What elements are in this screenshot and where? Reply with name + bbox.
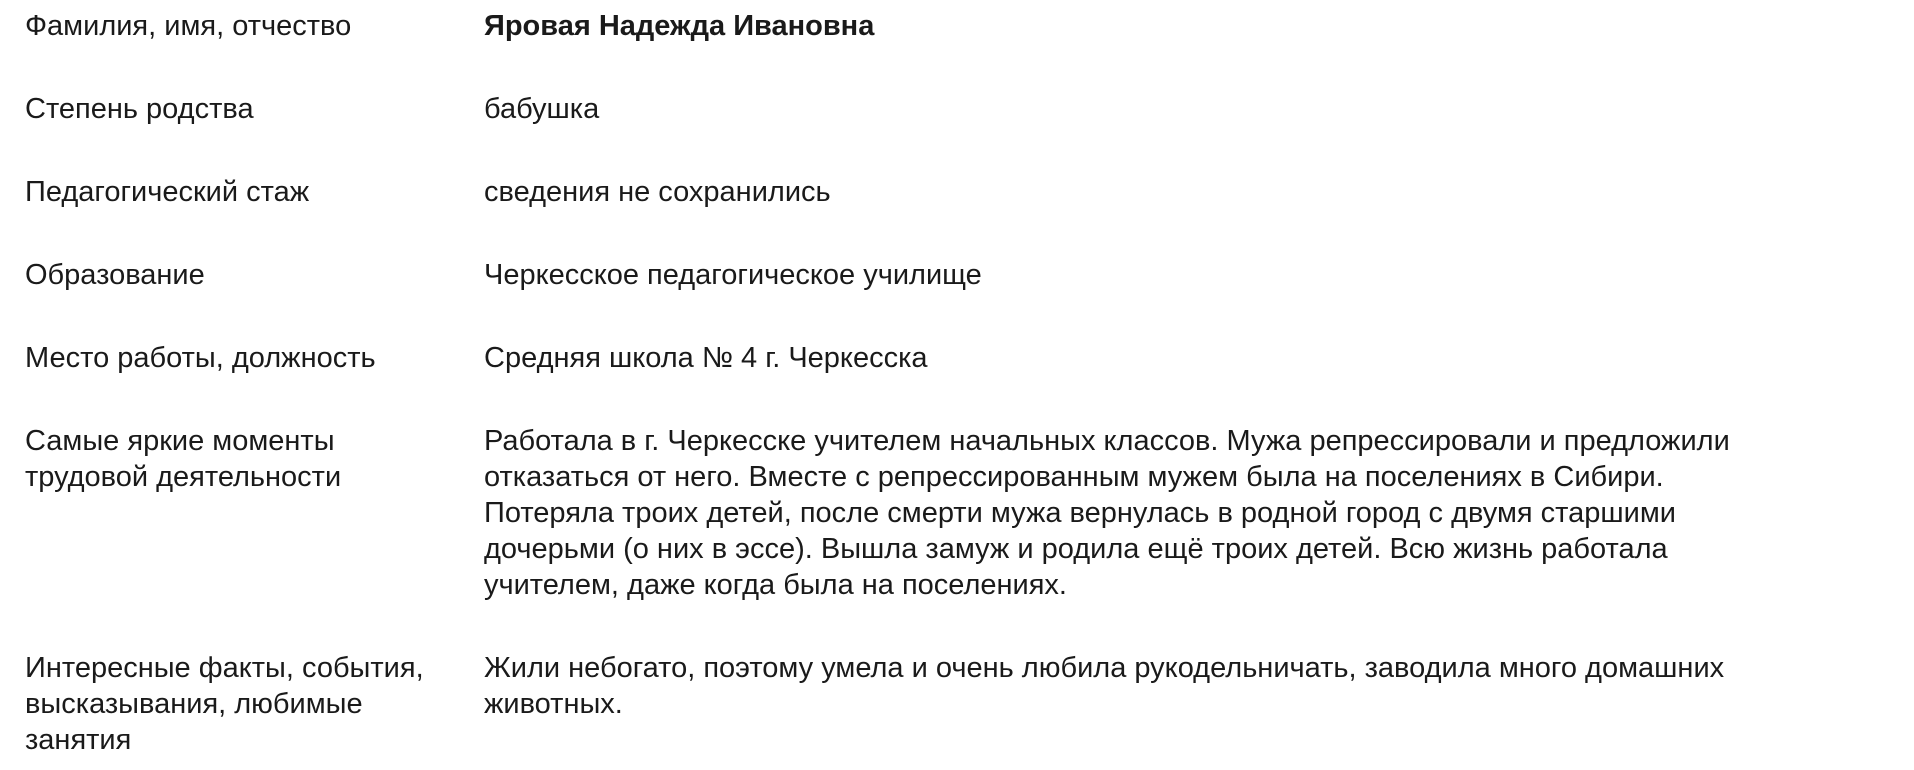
education-label: Образование <box>25 259 205 291</box>
education-value: Черкесское педагогическое училище <box>484 259 982 291</box>
career-highlights-line: Работала в г. Черкесске учителем начальных классов. Мужа репрессировали и предложили <box>484 425 1730 457</box>
workplace-label: Место работы, должность <box>25 342 376 374</box>
career-highlights-line: учителем, даже когда была на поселениях. <box>484 569 1067 601</box>
full-name-value: Яровая Надежда Ивановна <box>484 10 875 42</box>
career-highlights-label <box>0 423 484 495</box>
row-teaching-experience <box>0 174 1914 210</box>
interesting-facts-label <box>0 650 484 758</box>
career-highlights-line: дочерьми (о них в эссе). Вышла замуж и родила ещё троих детей. Всю жизнь работала <box>484 533 1668 565</box>
row-workplace <box>0 340 1914 376</box>
interesting-facts-value <box>484 650 1884 722</box>
row-full-name <box>0 8 1914 44</box>
row-career-highlights <box>0 423 1914 603</box>
workplace-value: Средняя школа № 4 г. Черкесска <box>484 342 928 374</box>
relationship-value: бабушка <box>484 93 600 125</box>
interesting-facts-label-line: занятия <box>25 724 132 756</box>
teaching-experience-value: сведения не сохранились <box>484 176 831 208</box>
career-highlights-line: Потеряла троих детей, после смерти мужа вернулась в родной город с двумя старшими <box>484 497 1676 529</box>
teaching-experience-label: Педагогический стаж <box>25 176 310 208</box>
row-interesting-facts <box>0 650 1914 758</box>
full-name-label: Фамилия, имя, отчество <box>25 10 352 42</box>
interesting-facts-line: животных. <box>484 688 623 720</box>
interesting-facts-label-line: высказывания, любимые <box>25 688 363 720</box>
career-highlights-label-line: Самые яркие моменты <box>25 425 335 457</box>
row-relationship <box>0 91 1914 127</box>
relationship-label: Степень родства <box>25 93 254 125</box>
interesting-facts-line: Жили небогато, поэтому умела и очень любила рукодельничать, заводила много домашних <box>484 652 1725 684</box>
career-highlights-line: отказаться от него. Вместе с репрессированным мужем была на поселениях в Сибири. <box>484 461 1664 493</box>
career-highlights-value <box>484 423 1884 603</box>
interesting-facts-label-line: Интересные факты, события, <box>25 652 424 684</box>
row-education <box>0 257 1914 293</box>
career-highlights-label-line: трудовой деятельности <box>25 461 342 493</box>
